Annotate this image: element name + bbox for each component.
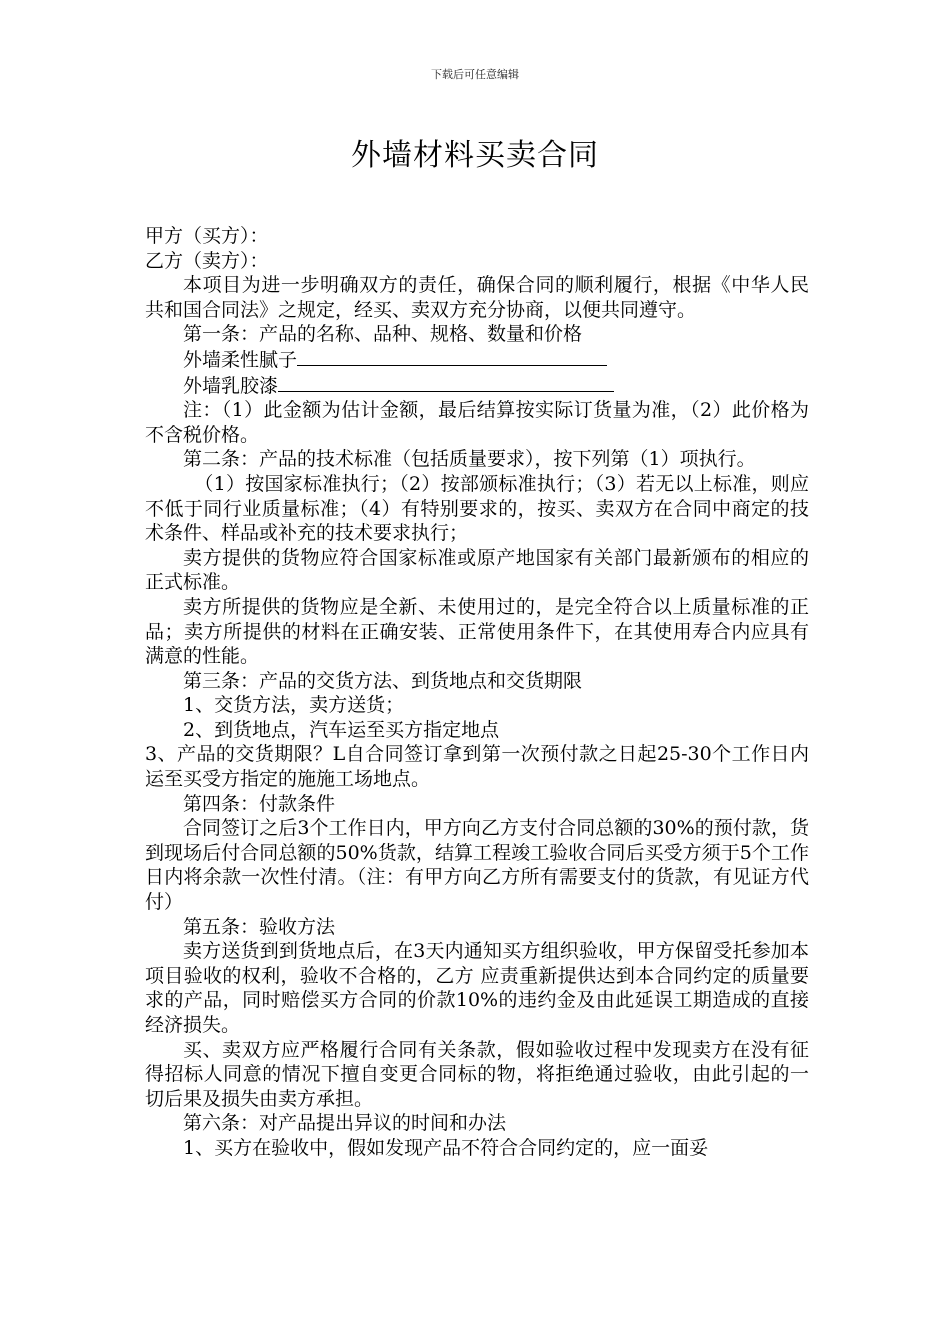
article-2-paragraph-3: 卖方所提供的货物应是全新、未使用过的，是完全符合以上质量标准的正品；卖方所提供的材料在正确安装、正常使用条件下，在其使用寿合内应具有满意的性能。 bbox=[145, 595, 809, 668]
article-1-title: 第一条：产品的名称、品种、规格、数量和价格 bbox=[183, 323, 583, 346]
note-paragraph: 注：（1）此金额为估计金额，最后结算按实际订货量为准，（2）此价格为不含税价格。 bbox=[145, 399, 809, 446]
article-3-paragraph-2: 2、到货地点，汽车运至买方指定地点 bbox=[183, 718, 500, 741]
article-5-paragraph-1: 卖方送货到到货地点后，在3天内通知买方组织验收，甲方保留受托参加本项目验收的权利，验收不合格的，乙方 应责重新提供达到本合同约定的质量要求的产品，同时赔偿买方合同的价款10%的违约金及由此延误工期造成的直接经济损失。 bbox=[145, 940, 809, 1036]
article-4-title: 第四条：付款条件 bbox=[183, 792, 336, 815]
article-3-paragraph-3: 3、产品的交货期限？L自合同签订拿到第一次预付款之日起25-30个工作日内运至买受方指定的施施工场地点。 bbox=[145, 743, 809, 791]
article-5-paragraph-2: 买、卖双方应严格履行合同有关条款，假如验收过程中发现卖方在没有征得招标人同意的情况下擅自变更合同标的物，将拒绝通过验收，由此引起的一切后果及损失由卖方承担。 bbox=[145, 1038, 809, 1110]
article-3-paragraph-1: 1、交货方法，卖方送货； bbox=[183, 694, 405, 717]
article-6-title: 第六条：对产品提出异议的时间和办法 bbox=[183, 1112, 507, 1135]
article-2-title: 第二条：产品的技术标准（包括质量要求），按下列第（1）项执行。 bbox=[183, 448, 756, 471]
item-1-blank bbox=[297, 347, 607, 366]
item-1-label: 外墙柔性腻子 bbox=[183, 348, 298, 371]
item-2-label: 外墙乳胶漆 bbox=[183, 374, 279, 397]
party-b-line: 乙方（卖方）： bbox=[145, 249, 269, 272]
party-a-line: 甲方（买方）： bbox=[145, 225, 269, 247]
article-2-paragraph-2: 卖方提供的货物应符合国家标准或原产地国家有关部门最新颁布的相应的正式标准。 bbox=[145, 546, 809, 594]
document-title: 外墙材料买卖合同 bbox=[351, 138, 599, 173]
item-2-blank bbox=[278, 373, 614, 392]
article-2-paragraph-1: （1）按国家标准执行；（2）按部颁标准执行；（3）若无以上标准，则应不低于同行业质量标准；（4）有特别要求的，按买、卖双方在合同中商定的技术条件、样品或补充的技术要求执行； bbox=[145, 472, 809, 545]
article-3-title: 第三条：产品的交货方法、到货地点和交货期限 bbox=[183, 669, 583, 692]
contract-body bbox=[145, 224, 809, 1161]
article-6-paragraph-1: 1、买方在验收中，假如发现产品不符合合同约定的，应一面妥 bbox=[183, 1136, 709, 1159]
item-line-1 bbox=[145, 347, 809, 373]
article-5-title: 第五条：验收方法 bbox=[183, 915, 336, 938]
intro-paragraph: 本项目为进一步明确双方的责任，确保合同的顺利履行，根据《中华人民共和国合同法》之规定，经买、卖双方充分协商，以便共同遵守。 bbox=[145, 274, 809, 321]
header-note: 下载后可任意编辑 bbox=[431, 68, 519, 81]
article-4-paragraph-1: 合同签订之后3个工作日内，甲方向乙方支付合同总额的30%的预付款，货到现场后付合同总额的50%货款，结算工程竣工验收合同后买受方须于5个工作日内将余款一次性付清。（注：有甲方向乙方所有需要支付的货款，有见证方代付） bbox=[145, 817, 809, 914]
item-line-2 bbox=[145, 373, 809, 399]
